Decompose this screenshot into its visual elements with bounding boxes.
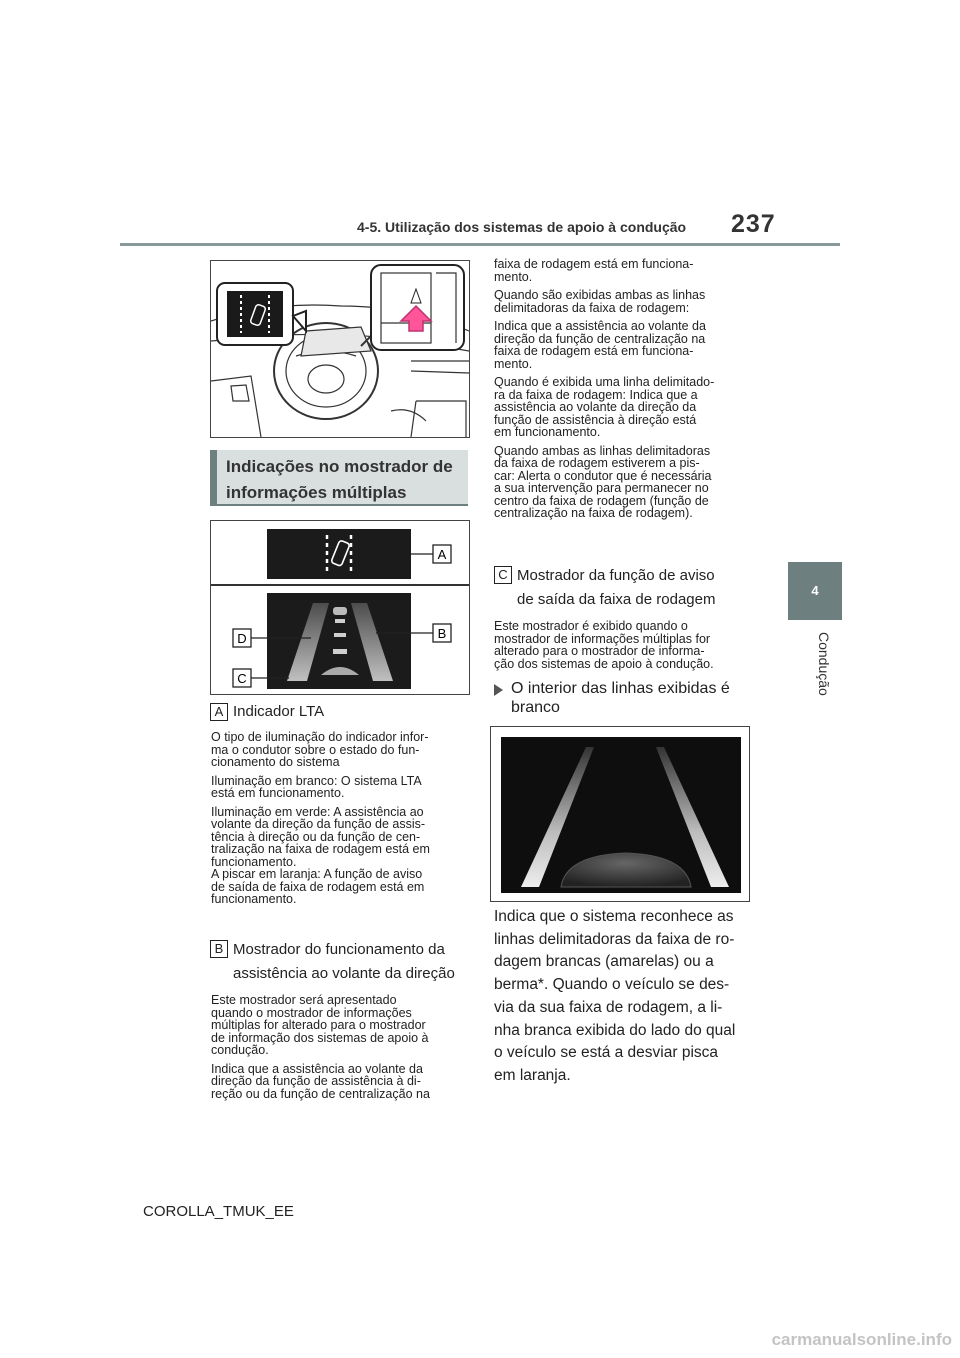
display-drawing: [211, 521, 469, 694]
letter-c: C: [494, 566, 512, 584]
triangle-bullet-icon: [494, 684, 503, 696]
item-b-para-1: Este mostrador será apresentado quando o mostrador de informações múltiplas for alterado para o mostrador de informação dos sistemas de apoio à condução.: [211, 993, 429, 1057]
dashboard-drawing: [211, 261, 469, 437]
label-c: C: [237, 671, 247, 686]
item-c-label: Mostrador da função de aviso de saída da faixa de rodagem: [517, 567, 716, 608]
item-b-label-row: [210, 938, 472, 986]
label-d: D: [237, 631, 247, 646]
item-b-label: Mostrador do funcionamento da assistência ao volante da direção: [233, 941, 455, 982]
section-heading: Indicações no mostrador de informações múltiplas: [210, 450, 468, 506]
chapter-label-wrap: [776, 632, 856, 712]
right-para-4: Quando é exibida uma linha delimitado- ra da faixa de rodagem: Indica que a assistência ao volante da direção da função de assistência à direção está em funcionamento.: [494, 375, 715, 439]
item-a: [210, 701, 472, 912]
right-para-5: Quando ambas as linhas delimitadoras da faixa de rodagem estiverem a pis- car: Alerta o condutor que é necessária a sua intervenção para permanecer no centro da faixa de rodagem (função de centralização na faixa de rodagem).: [494, 443, 712, 520]
chapter-tab[interactable]: 4: [788, 562, 842, 620]
display-diagram: [210, 520, 470, 695]
right-para-2: Quando são exibidas ambas as linhas delimitadoras da faixa de rodagem:: [494, 288, 706, 315]
item-a-para-3: Iluminação em verde: A assistência ao volante da direção da função de assis- tência à direção ou da função de cen- tralização na faixa de rodagem está em funcionamento. A piscar em laranja: A função de aviso de saída de faixa de rodagem está em funcionamento.: [211, 804, 430, 906]
description: Indica que o sistema reconhece as linhas delimitadoras da faixa de ro- dagem brancas (amarelas) ou a berma*. Quando o veículo se des- via da sua faixa de rodagem, a li- nha branca exibida do lado do qual o veículo se está a desviar pisca em laranja.: [494, 908, 736, 1084]
lane-display-illustration: [490, 726, 750, 902]
item-c-para-1: Este mostrador é exibido quando o mostrador de informações múltiplas for alterado para o mostrador de informa- ção dos sistemas de apoio à condução.: [494, 619, 714, 671]
letter-b: B: [210, 940, 228, 958]
label-b: B: [437, 626, 447, 641]
item-a-para-2: Iluminação em branco: O sistema LTA está em funcionamento.: [211, 773, 422, 800]
right-column-text: [494, 258, 756, 526]
dashboard-illustration: [210, 260, 470, 438]
page-number: 237: [731, 210, 776, 238]
section-title: 4-5. Utilização dos sistemas de apoio à condução: [357, 219, 687, 235]
item-c-label-row: [494, 564, 756, 612]
watermark: carmanualsonline.info: [771, 1330, 952, 1349]
item-a-para-1: O tipo de iluminação do indicador infor- ma o condutor sobre o estado do fun- cionamento do sistema: [211, 730, 429, 769]
label-a: A: [437, 547, 447, 562]
right-para-1: faixa de rodagem está em funciona- mento.: [494, 257, 694, 284]
letter-a: A: [210, 703, 228, 721]
right-para-3: Indica que a assistência ao volante da direção da função de centralização na faixa de rodagem está em funciona- mento.: [494, 319, 706, 371]
chapter-label: Condução: [816, 632, 832, 696]
bullet-item: [494, 679, 756, 717]
bullet-text: O interior das linhas exibidas é branco: [511, 680, 730, 716]
footer-model-code: COROLLA_TMUK_EE: [143, 1203, 294, 1220]
item-a-label-row: [210, 701, 472, 723]
item-b: [210, 938, 472, 1106]
item-a-label: Indicador LTA: [233, 703, 325, 720]
lane-display-drawing: [491, 727, 749, 901]
header-rule: [120, 243, 840, 246]
item-b-para-2: Indica que a assistência ao volante da direção da função de assistência à di- reção ou da função de centralização na: [211, 1061, 430, 1101]
item-c: [494, 564, 756, 676]
section-heading-rule: [210, 504, 468, 506]
